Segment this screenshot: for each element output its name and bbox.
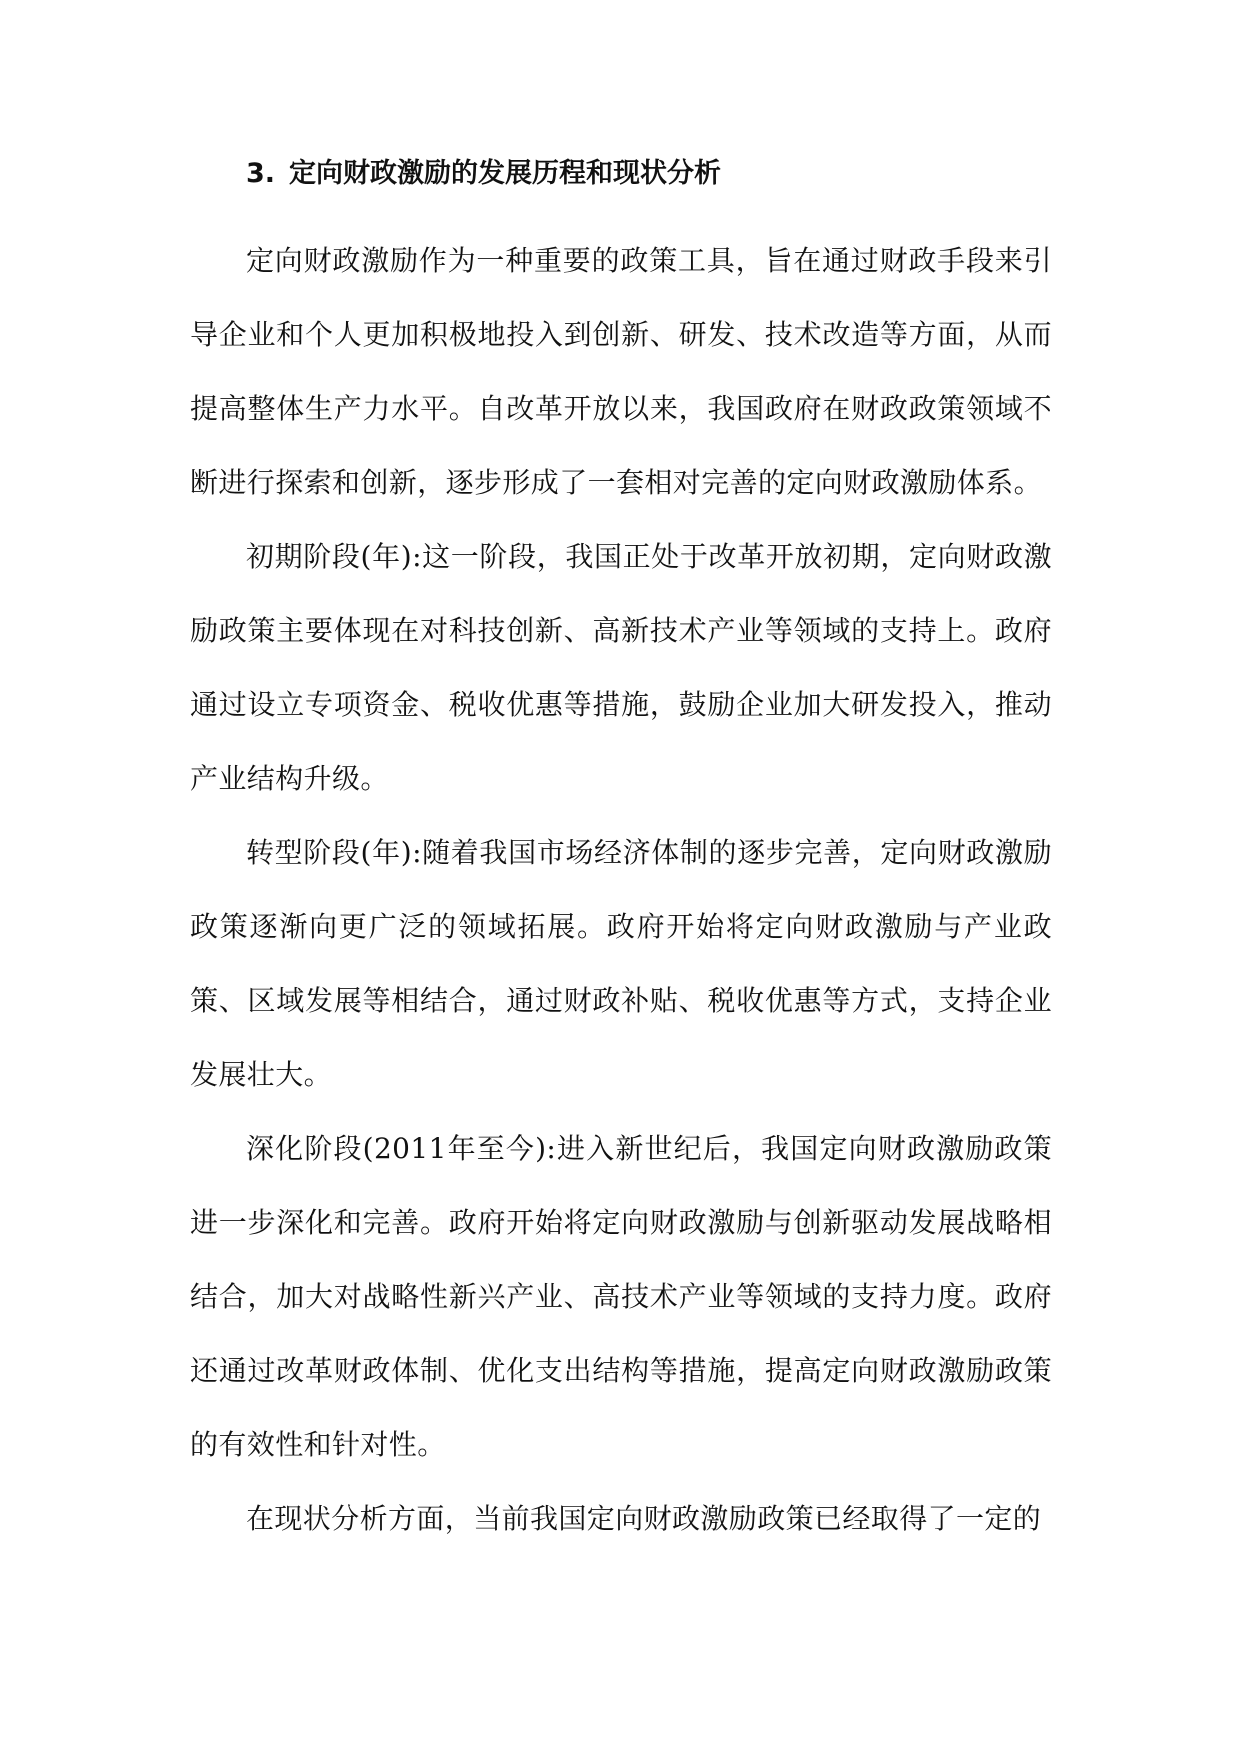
- paragraph-intro: 定向财政激励作为一种重要的政策工具，旨在通过财政手段来引导企业和个人更加积极地投入到创新、研发、技术改造等方面，从而提高整体生产力水平。自改革开放以来，我国政府在财政政策领域不断进行探索和创新，逐步形成了一套相对完善的定向财政激励体系。: [190, 244, 1052, 499]
- paragraph-transition-stage: 转型阶段(年):随着我国市场经济体制的逐步完善，定向财政激励政策逐渐向更广泛的领域拓展。政府开始将定向财政激励与产业政策、区域发展等相结合，通过财政补贴、税收优惠等方式，支持企业发展壮大。: [190, 836, 1052, 1091]
- section-title: 定向财政激励的发展历程和现状分析: [289, 158, 722, 189]
- section-number: 3.: [246, 158, 276, 189]
- paragraph-initial-stage: 初期阶段(年):这一阶段，我国正处于改革开放初期，定向财政激励政策主要体现在对科技创新、高新技术产业等领域的支持上。政府通过设立专项资金、税收优惠等措施，鼓励企业加大研发投入，推动产业结构升级。: [190, 540, 1052, 795]
- section-heading: [190, 150, 1052, 198]
- paragraph-deepening-stage: 深化阶段(2011年至今):进入新世纪后，我国定向财政激励政策进一步深化和完善。政府开始将定向财政激励与创新驱动发展战略相结合，加大对战略性新兴产业、高技术产业等领域的支持力度。政府还通过改革财政体制、优化支出结构等措施，提高定向财政激励政策的有效性和针对性。: [190, 1132, 1052, 1461]
- document-page: [190, 150, 1052, 1556]
- paragraph-status-analysis: 在现状分析方面，当前我国定向财政激励政策已经取得了一定的: [246, 1502, 1042, 1535]
